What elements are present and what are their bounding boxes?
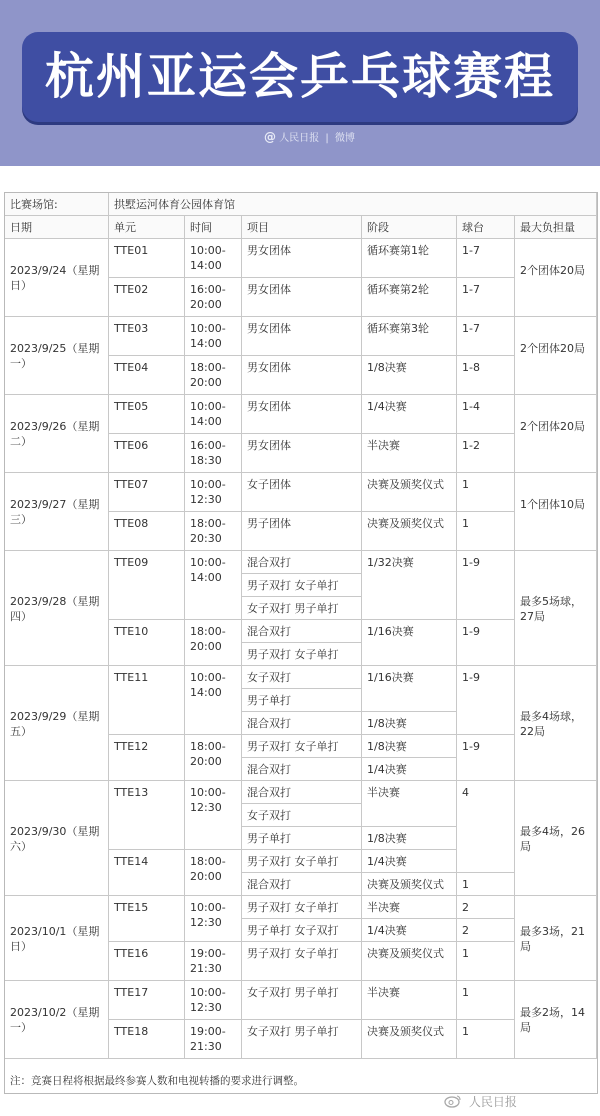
time-cell: 10:00-14:00 [185,551,242,620]
event-cell: 男子团体 [242,512,362,551]
stage-cell: 1/4决赛 [362,850,457,873]
event-cell: 女子双打 [242,666,362,689]
stage-cell: 决赛及颁奖仪式 [362,473,457,512]
column-header: 时间 [185,216,242,239]
unit-cell: TTE08 [109,512,185,551]
max-load-cell: 最多4场，26局 [515,781,597,896]
stage-cell: 1/16决赛 [362,620,457,666]
date-cell: 2023/9/28（星期四） [5,551,109,666]
table-number-cell: 1-9 [457,735,515,781]
table-number-cell: 1-9 [457,620,515,666]
title-box [22,32,578,122]
stage-cell: 1/4决赛 [362,919,457,942]
event-cell: 混合双打 [242,781,362,804]
table-number-cell: 2 [457,919,515,942]
date-cell: 2023/9/25（星期一） [5,317,109,395]
table-number-cell: 1 [457,512,515,551]
time-cell: 18:00-20:00 [185,735,242,781]
stage-cell: 循环赛第1轮 [362,239,457,278]
event-cell: 男子单打 [242,689,362,712]
event-cell: 女子双打 男子单打 [242,1020,362,1059]
event-cell: 混合双打 [242,551,362,574]
stage-cell: 决赛及颁奖仪式 [362,1020,457,1059]
credit-source: 人民日报 [279,133,320,144]
event-cell: 女子双打 男子单打 [242,597,362,620]
date-cell: 2023/9/27（星期三） [5,473,109,551]
time-cell: 10:00-14:00 [185,239,242,278]
table-number-cell: 1 [457,473,515,512]
unit-cell: TTE11 [109,666,185,735]
stage-cell: 1/8决赛 [362,712,457,735]
stage-cell: 1/32决赛 [362,551,457,620]
event-cell: 混合双打 [242,712,362,735]
stage-cell: 1/16决赛 [362,666,457,712]
column-header: 日期 [5,216,109,239]
event-cell: 男子双打 女子单打 [242,850,362,873]
event-cell: 女子团体 [242,473,362,512]
max-load-cell: 最多3场，21局 [515,896,597,981]
table-number-cell: 1-9 [457,551,515,620]
unit-cell: TTE03 [109,317,185,356]
time-cell: 16:00-20:00 [185,278,242,317]
venue-label: 比赛场馆: [5,193,109,216]
event-cell: 男子双打 女子单打 [242,735,362,758]
event-cell: 男子双打 女子单打 [242,643,362,666]
table-number-cell: 1-7 [457,278,515,317]
table-number-cell: 1 [457,981,515,1020]
max-load-cell: 最多2场，14局 [515,981,597,1059]
table-number-cell: 1 [457,1020,515,1059]
date-cell: 2023/10/1（星期日） [5,896,109,981]
time-cell: 10:00-14:00 [185,317,242,356]
stage-cell: 决赛及颁奖仪式 [362,873,457,896]
date-cell: 2023/9/24（星期日） [5,239,109,317]
event-cell: 男女团体 [242,395,362,434]
stage-cell: 半决赛 [362,896,457,919]
unit-cell: TTE06 [109,434,185,473]
event-cell: 男子单打 女子双打 [242,919,362,942]
time-cell: 18:00-20:30 [185,512,242,551]
column-header: 项目 [242,216,362,239]
stage-cell: 半决赛 [362,434,457,473]
time-cell: 19:00-21:30 [185,942,242,981]
header-banner [0,0,600,166]
time-cell: 10:00-12:30 [185,896,242,942]
table-number-cell: 1 [457,873,515,896]
unit-cell: TTE05 [109,395,185,434]
time-cell: 10:00-14:00 [185,666,242,735]
time-cell: 10:00-12:30 [185,781,242,850]
unit-cell: TTE01 [109,239,185,278]
time-cell: 18:00-20:00 [185,356,242,395]
stage-cell: 循环赛第2轮 [362,278,457,317]
max-load-cell: 最多5场球，27局 [515,551,597,666]
stage-cell: 1/4决赛 [362,395,457,434]
event-cell: 男女团体 [242,356,362,395]
venue-value: 拱墅运河体育公园体育馆 [109,193,597,216]
max-load-cell: 2个团体20局 [515,317,597,395]
column-header: 阶段 [362,216,457,239]
time-cell: 10:00-14:00 [185,395,242,434]
unit-cell: TTE12 [109,735,185,781]
table-number-cell: 1 [457,942,515,981]
table-number-cell: 1-8 [457,356,515,395]
stage-cell: 循环赛第3轮 [362,317,457,356]
stage-cell: 1/8决赛 [362,735,457,758]
time-cell: 18:00-20:00 [185,620,242,666]
table-number-cell: 1-7 [457,239,515,278]
time-cell: 19:00-21:30 [185,1020,242,1059]
unit-cell: TTE07 [109,473,185,512]
event-cell: 男女团体 [242,317,362,356]
unit-cell: TTE04 [109,356,185,395]
stage-cell: 半决赛 [362,781,457,827]
unit-cell: TTE18 [109,1020,185,1059]
at-icon: @ [264,130,276,144]
stage-cell: 半决赛 [362,981,457,1020]
event-cell: 男女团体 [242,434,362,473]
stage-cell: 1/8决赛 [362,356,457,395]
max-load-cell: 2个团体20局 [515,395,597,473]
weibo-icon [444,1094,462,1108]
date-cell: 2023/9/26（星期二） [5,395,109,473]
table-number-cell: 2 [457,896,515,919]
stage-cell: 1/4决赛 [362,758,457,781]
schedule-table [4,192,598,1094]
unit-cell: TTE13 [109,781,185,850]
watermark-text: 人民日报 [468,1095,517,1109]
table-number-cell: 1-9 [457,666,515,735]
source-credit [264,128,355,146]
page-title: 杭州亚运会乒乓球赛程 [44,48,555,105]
event-cell: 男子双打 女子单打 [242,896,362,919]
unit-cell: TTE17 [109,981,185,1020]
event-cell: 女子双打 [242,804,362,827]
event-cell: 男女团体 [242,239,362,278]
table-number-cell: 4 [457,781,515,873]
stage-cell: 决赛及颁奖仪式 [362,512,457,551]
time-cell: 10:00-12:30 [185,473,242,512]
table-number-cell: 1-7 [457,317,515,356]
table-number-cell: 1-4 [457,395,515,434]
event-cell: 男子单打 [242,827,362,850]
time-cell: 18:00-20:00 [185,850,242,896]
event-cell: 混合双打 [242,620,362,643]
column-header: 球台 [457,216,515,239]
date-cell: 2023/9/29（星期五） [5,666,109,781]
credit-separator: | [325,133,329,144]
column-header: 单元 [109,216,185,239]
credit-platform: 微博 [334,133,355,144]
max-load-cell: 最多4场球，22局 [515,666,597,781]
unit-cell: TTE10 [109,620,185,666]
event-cell: 男子双打 女子单打 [242,574,362,597]
event-cell: 混合双打 [242,758,362,781]
event-cell: 男女团体 [242,278,362,317]
stage-cell: 1/8决赛 [362,827,457,850]
footnote: 注：竞赛日程将根据最终参赛人数和电视转播的要求进行调整。 [10,1075,304,1087]
date-cell: 2023/10/2（星期一） [5,981,109,1059]
unit-cell: TTE15 [109,896,185,942]
table-number-cell: 1-2 [457,434,515,473]
unit-cell: TTE16 [109,942,185,981]
date-cell: 2023/9/30（星期六） [5,781,109,896]
time-cell: 16:00-18:30 [185,434,242,473]
unit-cell: TTE02 [109,278,185,317]
max-load-cell: 2个团体20局 [515,239,597,317]
watermark [444,1092,517,1112]
column-header: 最大负担量 [515,216,597,239]
unit-cell: TTE09 [109,551,185,620]
event-cell: 女子双打 男子单打 [242,981,362,1020]
event-cell: 男子双打 女子单打 [242,942,362,981]
event-cell: 混合双打 [242,873,362,896]
stage-cell: 决赛及颁奖仪式 [362,942,457,981]
time-cell: 10:00-12:30 [185,981,242,1020]
max-load-cell: 1个团体10局 [515,473,597,551]
unit-cell: TTE14 [109,850,185,896]
